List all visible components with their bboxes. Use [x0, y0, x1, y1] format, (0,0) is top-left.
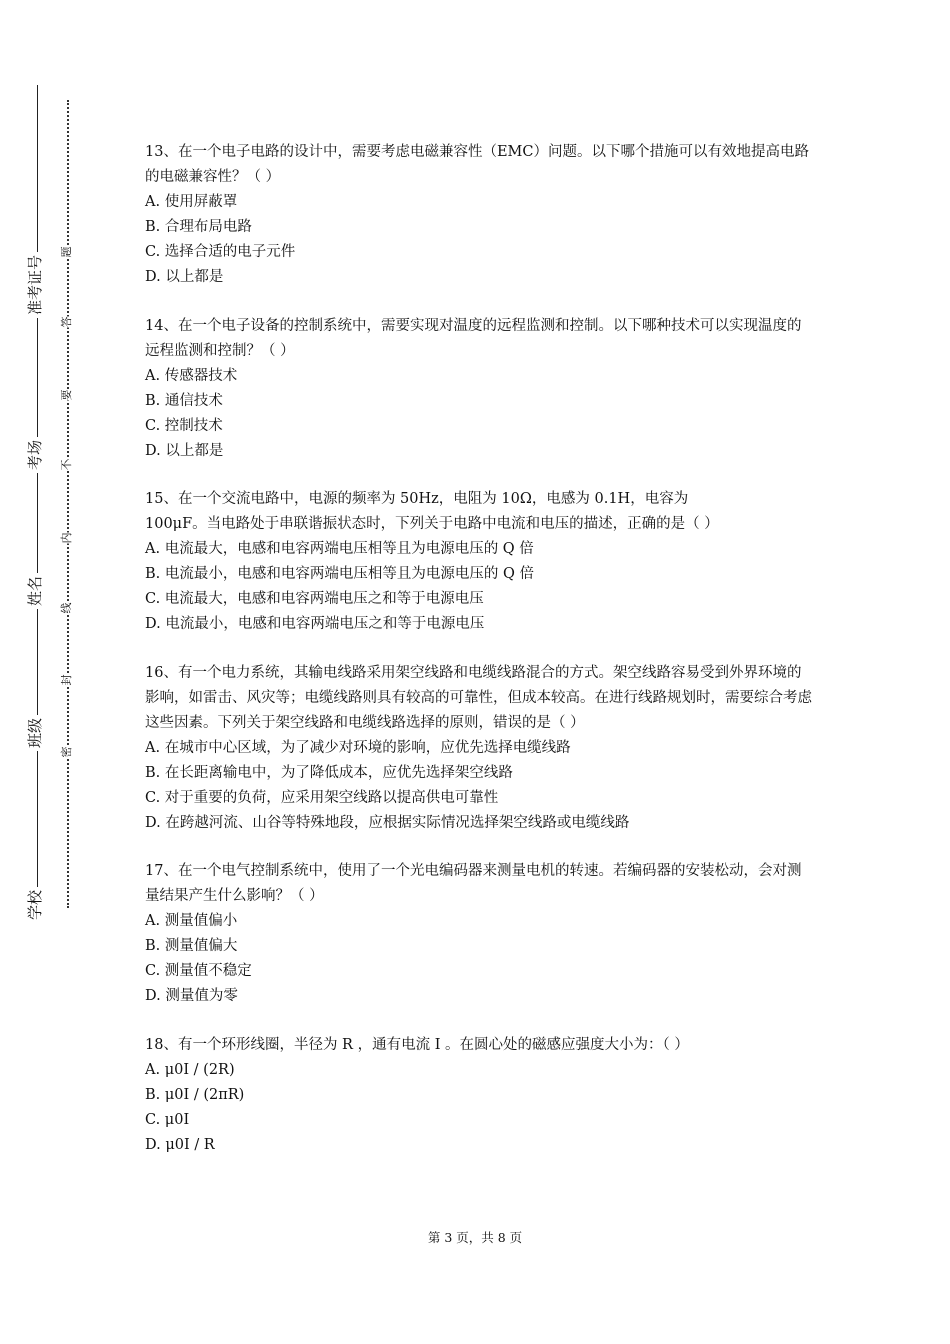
option-b: B. 合理布局电路 [145, 219, 252, 235]
option-d: D. 电流最小，电感和电容两端电压之和等于电源电压 [145, 616, 485, 632]
question-text: 16、有一个电力系统，其输电线路采用架空线路和电缆线路混合的方式。架空线路容易受到外界环境的影响，如雷击、风灾等；电缆线路则具有较高的可靠性，但成本较高。在进行线路规划时，需要综合考虑这些因素。下列关于架空线路和电缆线路选择的原则，错误的是（ ） [145, 664, 812, 731]
option-a: A. 测量值偏小 [145, 913, 238, 929]
option-c: C. 测量值不稳定 [145, 963, 252, 979]
seal-char-ti: 题 [60, 246, 73, 258]
question-text: 17、在一个电气控制系统中，使用了一个光电编码器来测量电机的转速。若编码器的安装松动，会对测量结果产生什么影响？（ ） [145, 863, 802, 904]
binding-margin [0, 0, 120, 1344]
question-14 [145, 314, 815, 464]
option-c: C. 控制技术 [145, 417, 223, 434]
question-text: 18、有一个环形线圈，半径为 R ，通有电流 I 。在圆心处的磁感应强度大小为：（ ） [145, 1036, 689, 1053]
option-b: B. 电流最小，电感和电容两端电压相等且为电源电压的 Q 倍 [145, 566, 534, 582]
option-d: D. μ0I / R [145, 1136, 215, 1153]
question-text: 13、在一个电子电路的设计中，需要考虑电磁兼容性（EMC）问题。以下哪个措施可以有效地提高电路的电磁兼容性？（ ） [145, 144, 809, 185]
student-name-label: 姓名 [25, 573, 45, 609]
option-a: A. 电流最大，电感和电容两端电压相等且为电源电压的 Q 倍 [145, 541, 534, 557]
seal-char-yao: 要 [60, 389, 73, 401]
option-c: C. 选择合适的电子元件 [145, 244, 296, 260]
seal-char-xian: 线 [60, 602, 73, 614]
option-a: A. 在城市中心区域，为了减少对环境的影响，应优先选择电缆线路 [145, 739, 571, 756]
option-d: D. 测量值为零 [145, 988, 238, 1004]
option-a: A. 使用屏蔽罩 [145, 194, 238, 210]
question-15 [145, 487, 815, 637]
class-label: 班级 [25, 715, 45, 751]
option-b: B. μ0I / (2πR) [145, 1086, 245, 1103]
seal-char-mi: 密 [60, 746, 73, 758]
option-b: B. 在长距离输电中，为了降低成本，应优先选择架空线路 [145, 764, 513, 781]
page-footer: 第 3 页，共 8 页 [427, 1230, 523, 1245]
option-d: D. 以上都是 [145, 269, 224, 285]
question-text-line-1: 15、在一个交流电路中，电源的频率为 50Hz，电阻为 10Ω，电感为 0.1H，电容为 [145, 491, 689, 507]
seal-dotted-line [67, 100, 69, 908]
seal-char-nei: 内 [60, 532, 73, 544]
exam-number-label: 准考证号 [25, 252, 45, 318]
question-16 [145, 661, 815, 836]
option-b: B. 测量值偏大 [145, 938, 238, 954]
option-d: D. 在跨越河流、山谷等特殊地段，应根据实际情况选择架空线路或电缆线路 [145, 814, 630, 831]
option-b: B. 通信技术 [145, 392, 223, 409]
seal-char-da: 答 [60, 316, 73, 328]
option-a: A. 传感器技术 [145, 367, 238, 384]
question-17 [145, 859, 815, 1009]
exam-room-label: 考场 [25, 437, 45, 473]
option-c: C. μ0I [145, 1111, 190, 1128]
option-c: C. 对于重要的负荷，应采用架空线路以提高供电可靠性 [145, 789, 499, 806]
option-c: C. 电流最大，电感和电容两端电压之和等于电源电压 [145, 591, 484, 607]
question-18 [145, 1033, 815, 1158]
question-text: 14、在一个电子设备的控制系统中，需要实现对温度的远程监测和控制。以下哪种技术可以实现温度的远程监测和控制？（ ） [145, 317, 802, 359]
binding-solid-line [37, 85, 38, 915]
seal-char-bu: 不 [60, 459, 73, 471]
question-13 [145, 140, 815, 290]
option-d: D. 以上都是 [145, 442, 224, 459]
question-list [145, 140, 815, 1181]
option-a: A. μ0I / (2R) [145, 1061, 235, 1078]
question-text-line-2: 100μF。当电路处于串联谐振状态时，下列关于电路中电流和电压的描述，正确的是（ ） [145, 516, 719, 532]
seal-char-feng: 封 [60, 674, 73, 686]
school-label: 学校 [25, 887, 45, 923]
